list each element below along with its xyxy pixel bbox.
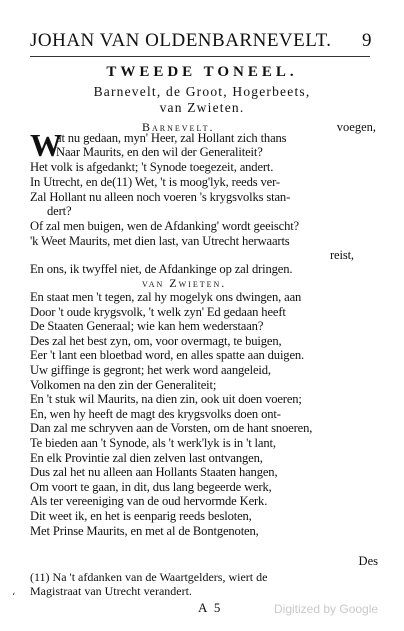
verse-line: Het volk is afgedankt; 't Synode toegezeit, andert. (30, 160, 274, 174)
verse-line: Met Prinse Maurits, en met al de Bontgenoten, (30, 524, 259, 538)
verse-line: Des zal het best zyn, om, voor overmagt, te buigen, (30, 334, 282, 348)
verse-line: En 't stuk wil Maurits, na dien zin, ook uit doen voeren; (30, 392, 302, 406)
page-number: 9 (362, 30, 372, 51)
footnote (30, 570, 380, 598)
running-title: JOHAN VAN OLDENBARNEVELT. (30, 30, 332, 51)
header-rule (30, 56, 370, 57)
verse-line: In Utrecht, en de(11) Wet, 't is moog'lyk, reeds ver- (30, 175, 280, 189)
digitized-watermark: Digitized by Google (274, 602, 379, 616)
page-header (30, 30, 384, 54)
verse-line: Volkomen na den zin der Generaliteit; (30, 378, 217, 392)
character-line: Barnevelt, de Groot, Hogerbeets, (93, 84, 311, 99)
verse-line: Of zal men buigen, wen de Afdanking' wordt geeischt? (30, 219, 299, 233)
catchword: Des (358, 554, 378, 568)
verse-line: Eer 't lant een bloetbad word, en alles spatte aan duigen. (30, 348, 305, 362)
verse-line: En elk Provintie zal dien zelven last ontvangen, (30, 451, 263, 465)
verse-line: De Staaten Generaal; wie kan hem wederstaan? (30, 319, 264, 333)
scene-title: TWEEDE TONEEL. (106, 64, 298, 80)
verse-line: En, wen hy heeft de magt des krygsvolks doen ont- (30, 407, 281, 421)
drop-cap: W (30, 127, 62, 163)
character-line: van Zwieten. (159, 100, 245, 115)
speaker-name: van Zwieten. (142, 276, 227, 290)
verse-line: Om voort te gaan, in dit, dus lang begeerde werk, (30, 480, 272, 494)
verse-line: at nu gedaan, myn' Heer, zal Hollant zich thans (56, 131, 287, 145)
verse-line: En ons, ik twyffel niet, de Afdankinge op zal dringen. (30, 262, 293, 276)
verse-line: Dit weet ik, en het is eenparig reeds besloten, (30, 509, 252, 523)
speaker-name: Barnevelt. (142, 120, 215, 134)
verse-line: Door 't oude krygsvolk, 't welk zyn' Ed gedaan heeft (30, 305, 286, 319)
footnote-line: (11) Na 't afdanken van de Waartgelders, wiert de (30, 570, 268, 584)
verse-line: Naar Maurits, en den wil der Generaliteit? (56, 145, 263, 159)
verse-line: Dus zal het nu alleen aan Hollants Staaten hangen, (30, 465, 278, 479)
verse-line: dert? (47, 204, 72, 218)
verse-line: En staat men 't tegen, zal hy mogelyk ons dwingen, aan (30, 290, 302, 304)
edge-mark: ‘ (12, 592, 16, 603)
verse-line: Als ter vereeniging van de oud hervormde Kerk. (30, 494, 268, 508)
verse-line: Dan zal me schryven aan de Vorsten, om de hant snoeren, (30, 421, 313, 435)
character-list (30, 84, 374, 116)
verse-line: Te bieden aan 't Synode, als 't werk'lyk is in 't lant, (30, 436, 276, 450)
verse-line: Zal Hollant nu alleen noch voeren 's krygsvolks stan- (30, 190, 291, 204)
verse-line: Uw giffinge is gegront; het werk word aangeleid, (30, 363, 271, 377)
signature-mark: A 5 (198, 600, 223, 615)
overflow-word: voegen, (336, 120, 376, 134)
verse-line: 'k Weet Maurits, met dien last, van Utrecht herwaarts (30, 234, 290, 248)
footnote-line: Magistraat van Utrecht verandert. (30, 584, 192, 598)
verse-line: reist, (330, 248, 354, 262)
